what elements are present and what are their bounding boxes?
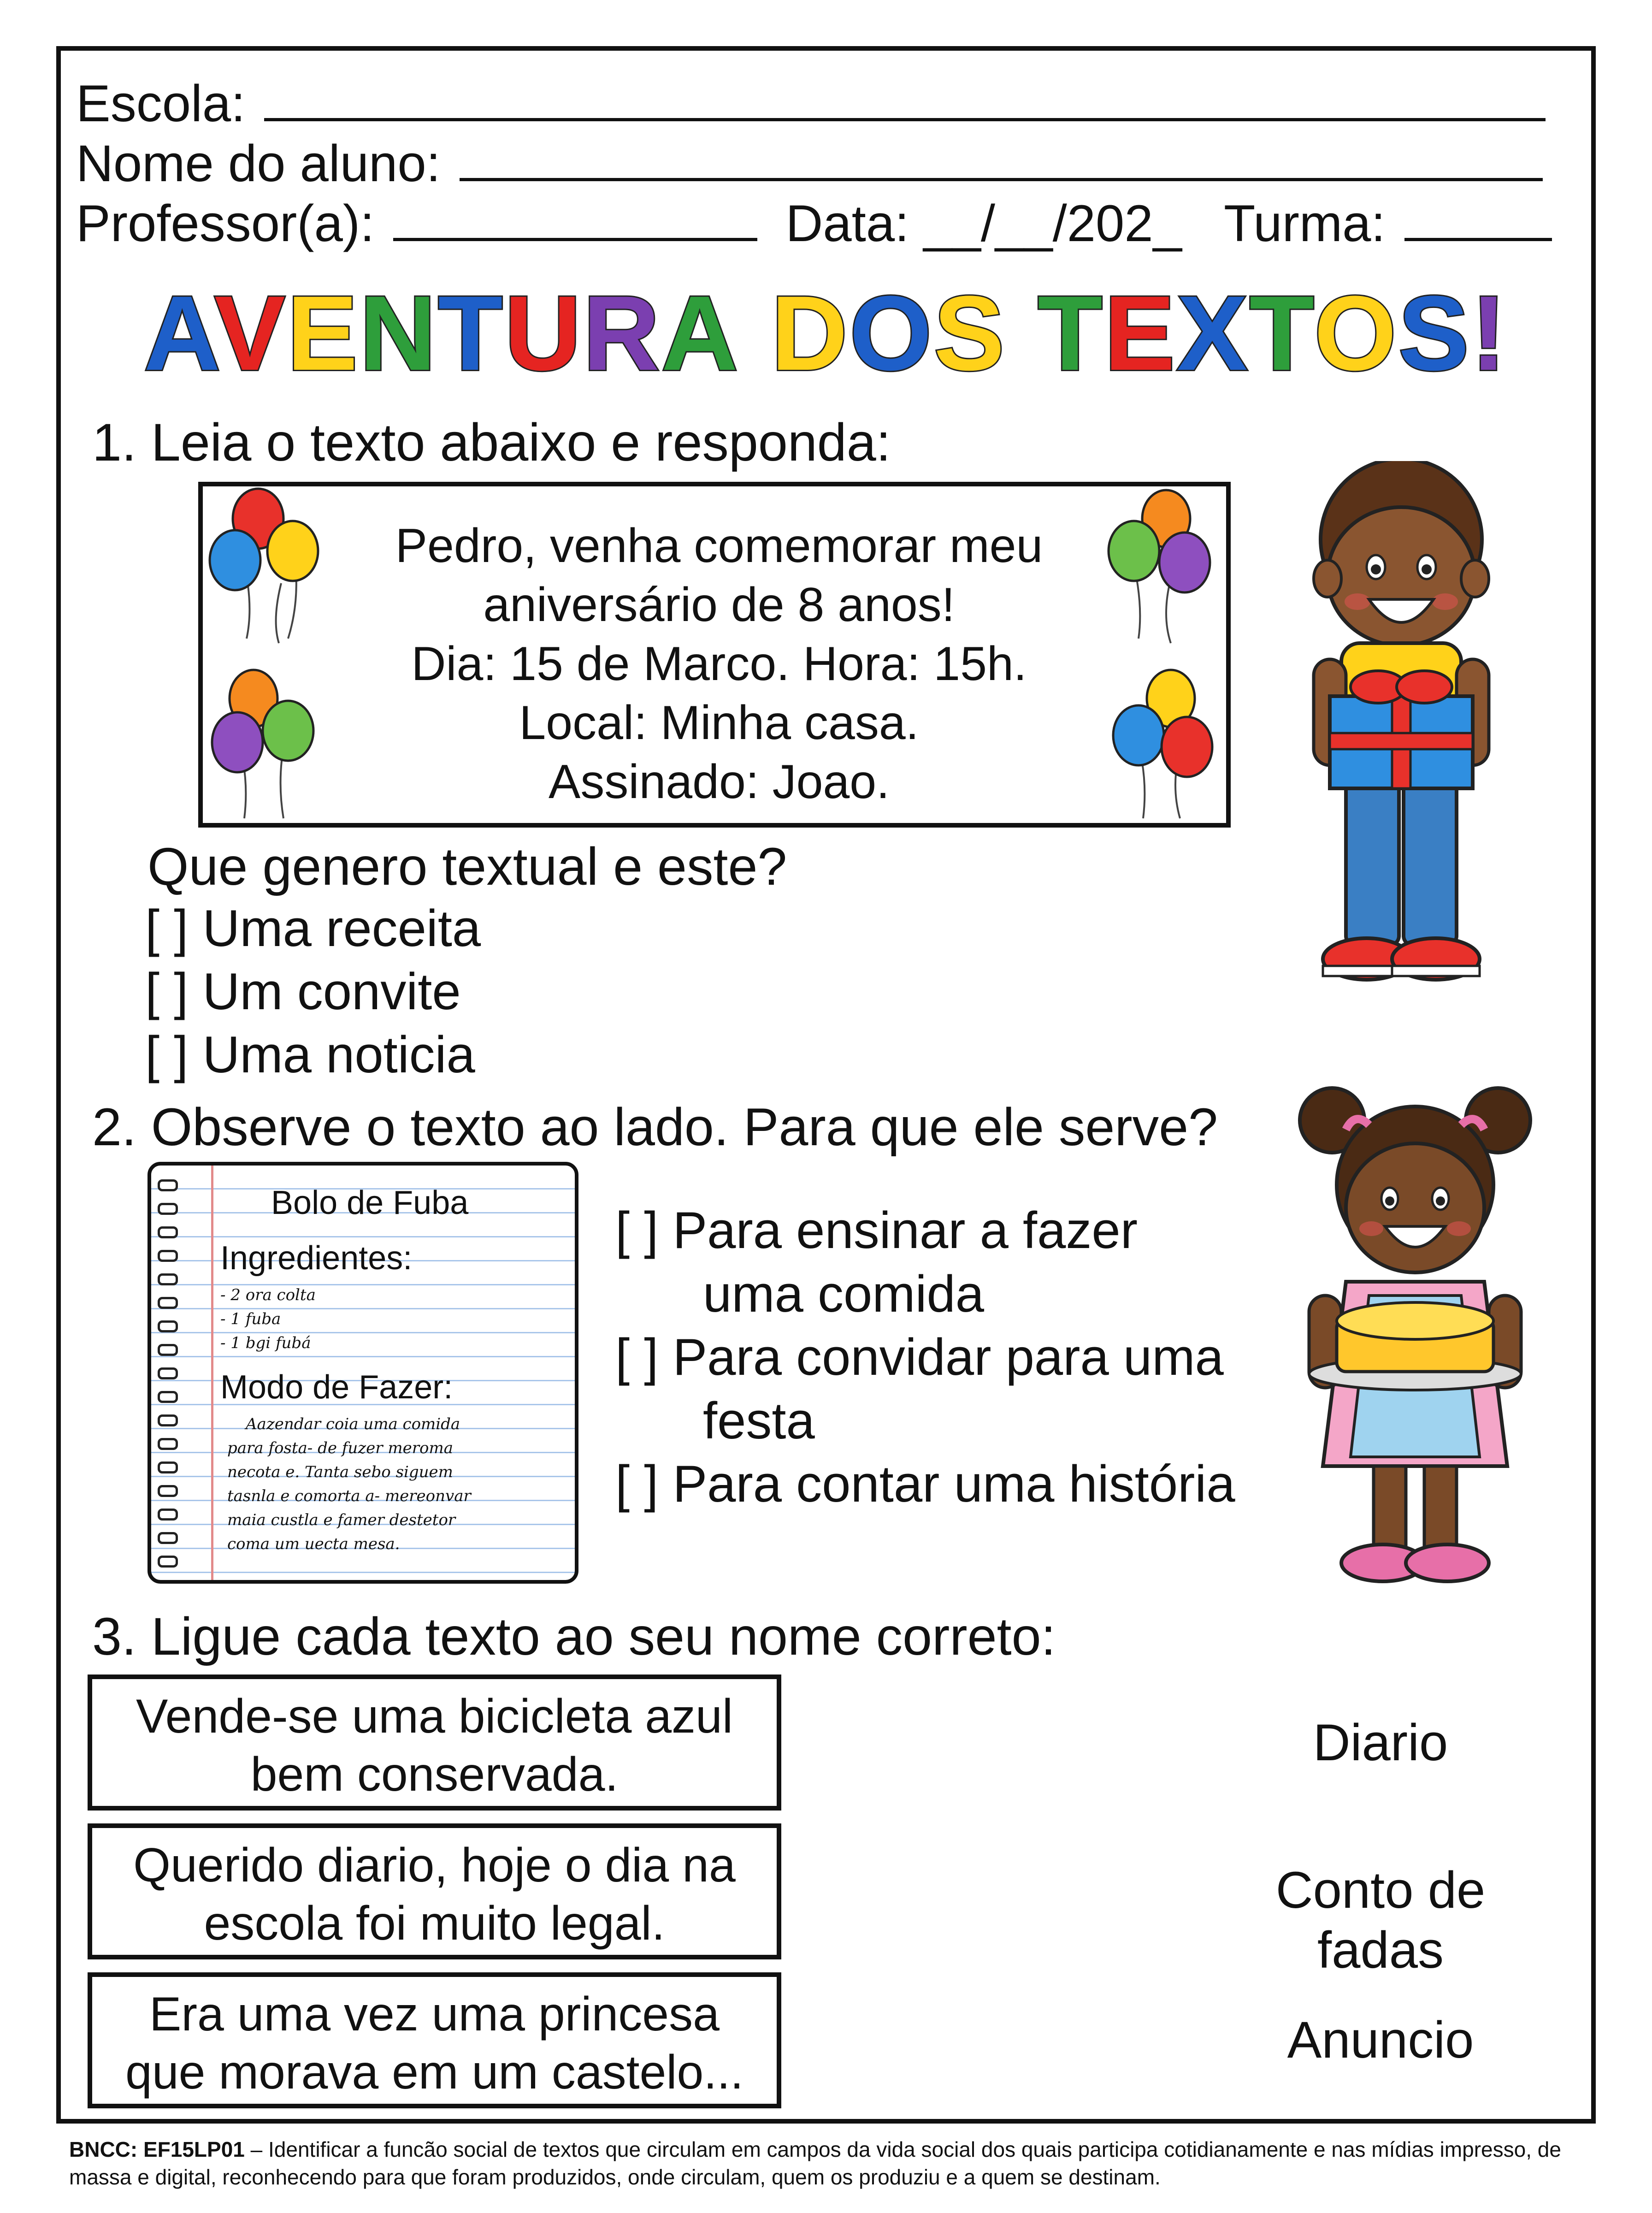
match-text-line: que morava em um castelo...: [125, 2046, 744, 2099]
match-name-diary[interactable]: Diario: [1313, 1714, 1448, 1771]
student-line: [76, 134, 1543, 194]
match-text-ad[interactable]: [88, 1675, 781, 1811]
balloon-cluster-icon: [210, 489, 318, 643]
ingredient-item: - 1 bgi fubá: [220, 1334, 311, 1352]
invitation-text: [341, 516, 1097, 811]
method-line: necota e. Tanta sebo siguem: [227, 1463, 453, 1481]
invitation-line: Assinado: Joao.: [548, 755, 890, 809]
ingredient-item: - 1 fuba: [220, 1310, 281, 1328]
boy-with-gift-illustration: [1263, 461, 1549, 1014]
spiral-ring-icon: [158, 1532, 178, 1544]
girl-with-cake-illustration: [1277, 1079, 1553, 1591]
method-line: coma um uecta mesa.: [227, 1535, 400, 1553]
class-field[interactable]: [1404, 238, 1552, 241]
spiral-ring-icon: [158, 1203, 178, 1215]
match-text-line: bem conservada.: [250, 1748, 619, 1801]
recipe-notebook: [148, 1162, 578, 1584]
option-invitation[interactable]: [ ] Um convite: [145, 963, 461, 1020]
school-label: Escola:: [76, 75, 246, 132]
title-letter: E: [287, 274, 360, 392]
method-label: Modo de Fazer:: [220, 1369, 453, 1406]
title-letter: N: [360, 274, 438, 392]
balloon-cluster-icon: [1113, 670, 1212, 818]
invitation-line: aniversário de 8 anos!: [483, 578, 955, 632]
spiral-ring-icon: [158, 1391, 178, 1403]
bncc-code: BNCC: EF15LP01: [69, 2137, 245, 2161]
spiral-ring-icon: [158, 1250, 178, 1262]
option-line: festa: [703, 1392, 815, 1450]
question-1-prompt: 1. Leia o texto abaixo e responda:: [92, 413, 891, 472]
school-line: [76, 74, 1546, 134]
school-field[interactable]: [264, 118, 1546, 121]
title-letter: A: [144, 274, 215, 392]
option-line: [ ] Para contar uma história: [615, 1455, 1235, 1513]
option-news[interactable]: [ ] Uma noticia: [145, 1026, 475, 1083]
worksheet-title: [0, 272, 1652, 394]
option-recipe[interactable]: [ ] Uma receita: [145, 899, 481, 957]
spiral-ring-icon: [158, 1320, 178, 1332]
class-label: Turma:: [1224, 195, 1386, 252]
notebook-margin-line: [211, 1166, 213, 1580]
bncc-footer: [69, 2136, 1586, 2191]
spiral-ring-icon: [158, 1297, 178, 1309]
match-text-line: escola foi muito legal.: [204, 1897, 665, 1950]
match-name-fairy-tale[interactable]: Conto de fadas: [1275, 1861, 1486, 1979]
balloon-cluster-icon: [212, 670, 313, 818]
option-line: uma comida: [703, 1265, 985, 1323]
invitation-line: Pedro, venha comemorar meu: [395, 519, 1043, 573]
title-letter: T: [438, 274, 505, 392]
date-label: Data: __/__/202_: [785, 195, 1182, 252]
spiral-ring-icon: [158, 1344, 178, 1356]
ingredients-label: Ingredientes:: [220, 1240, 413, 1277]
match-text-line: Vende-se uma bicicleta azul: [136, 1690, 733, 1743]
title-letter: A: [661, 274, 740, 392]
teacher-label: Professor(a):: [76, 195, 375, 252]
match-text-line: Querido diario, hoje o dia na: [133, 1839, 736, 1892]
question-3-prompt: 3. Ligue cada texto ao seu nome correto:: [92, 1607, 1056, 1666]
title-letter: S: [1398, 274, 1471, 392]
title-letter: [740, 274, 771, 392]
method-line: para fosta- de fuzer meroma: [227, 1439, 453, 1457]
spiral-ring-icon: [158, 1414, 178, 1426]
ingredient-item: - 2 ora colta: [220, 1286, 316, 1304]
match-name-ad[interactable]: Anuncio: [1287, 2011, 1474, 2069]
invitation-line: Local: Minha casa.: [519, 696, 919, 750]
spiral-ring-icon: [158, 1273, 178, 1285]
spiral-ring-icon: [158, 1179, 178, 1191]
method-line: maia custla e famer destetor: [227, 1511, 456, 1529]
spiral-ring-icon: [158, 1509, 178, 1521]
title-letter: S: [933, 274, 1007, 392]
balloon-cluster-icon: [1109, 490, 1210, 643]
title-letter: R: [583, 274, 661, 392]
title-letter: !: [1471, 274, 1508, 392]
title-letter: V: [214, 274, 287, 392]
title-letter: E: [1104, 274, 1177, 392]
spiral-ring-icon: [158, 1438, 178, 1450]
spiral-ring-icon: [158, 1462, 178, 1473]
match-text-fairy-tale[interactable]: [88, 1972, 781, 2108]
title-letter: O: [849, 274, 934, 392]
method-line: tasnla e comorta a- mereonvar: [227, 1487, 471, 1505]
option-line: [ ] Para ensinar a fazer: [615, 1201, 1138, 1259]
method-line: Aazendar coia uma comida: [246, 1415, 460, 1433]
teacher-line: [76, 194, 1552, 254]
option-line: [ ] Para convidar para uma: [615, 1328, 1224, 1386]
spiral-ring-icon: [158, 1226, 178, 1238]
teacher-field[interactable]: [393, 238, 757, 241]
student-field[interactable]: [460, 178, 1543, 181]
method-text: [227, 1412, 471, 1556]
spiral-ring-icon: [158, 1367, 178, 1379]
match-text-line: Era uma vez uma princesa: [149, 1988, 720, 2041]
title-letter: D: [771, 274, 850, 392]
ingredients-list: [220, 1283, 316, 1355]
invitation-line: Dia: 15 de Marco. Hora: 15h.: [411, 637, 1027, 691]
recipe-title: Bolo de Fuba: [271, 1184, 469, 1221]
student-label: Nome do aluno:: [76, 135, 441, 192]
option-teach-cooking[interactable]: [615, 1199, 1138, 1326]
genre-question: Que genero textual e este?: [148, 837, 787, 896]
title-letter: [1006, 274, 1038, 392]
title-letter: T: [1249, 274, 1314, 392]
match-text-diary[interactable]: [88, 1823, 781, 1959]
title-letter: X: [1177, 274, 1250, 392]
title-letter: O: [1314, 274, 1398, 392]
invitation-card: [198, 482, 1231, 828]
question-2-prompt: 2. Observe o texto ao lado. Para que ele serve?: [92, 1098, 1218, 1157]
spiral-ring-icon: [158, 1485, 178, 1497]
option-tell-story[interactable]: [615, 1452, 1235, 1516]
bncc-description: – Identificar a funcão social de textos que circulam em campos da vida social dos quais participa cotidianamente e nas mídias impresso, de massa e digital, reconhecendo para que foram produzidos, onde circulam, quem os produziu e a quem se destinam.: [69, 2137, 1561, 2189]
option-invite-party[interactable]: [615, 1325, 1224, 1453]
title-letter: U: [504, 274, 583, 392]
spiral-ring-icon: [158, 1556, 178, 1568]
title-letter: T: [1038, 274, 1104, 392]
